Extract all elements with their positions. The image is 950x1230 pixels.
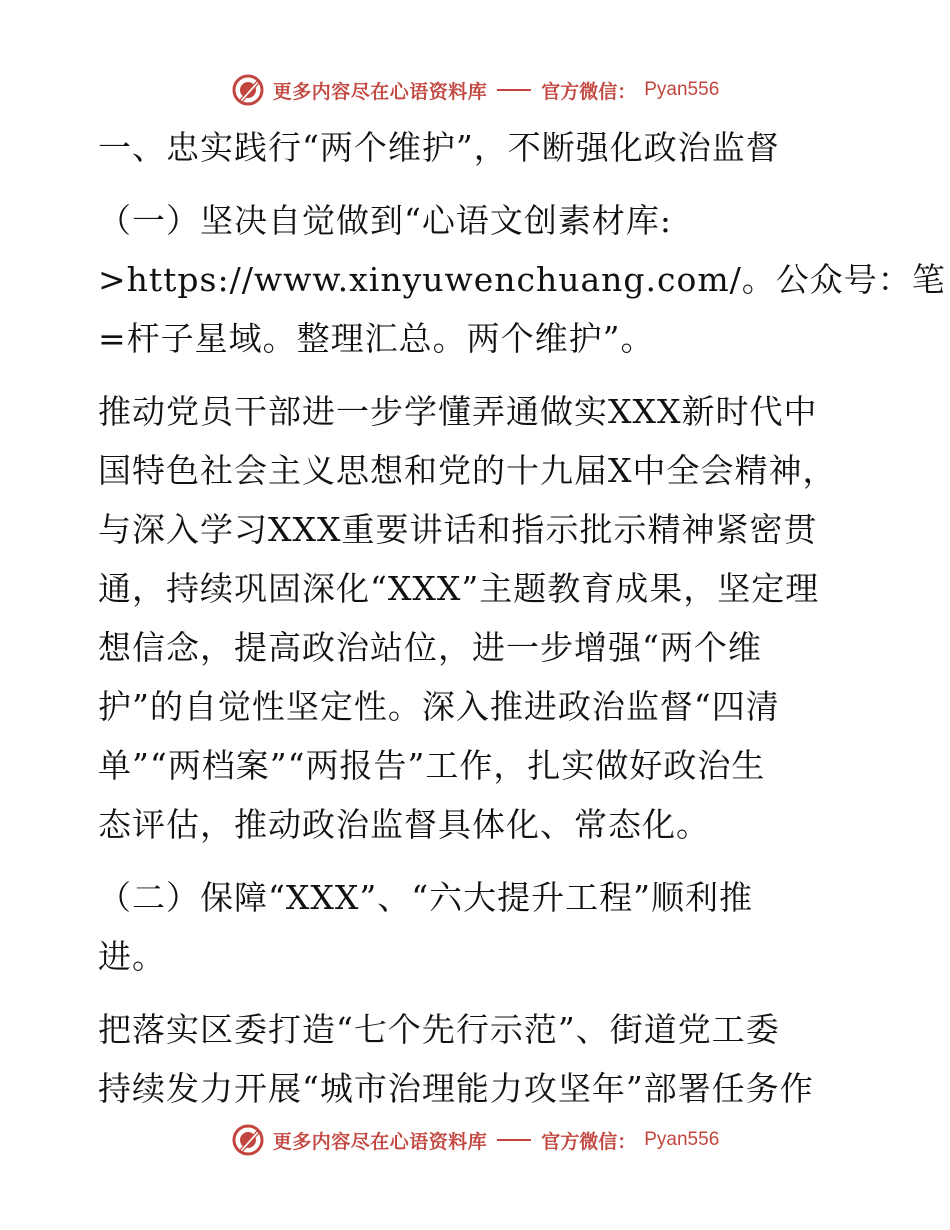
wechat-handle: Pyan556	[644, 1129, 720, 1150]
section-heading: 一、忠实践行“两个维护”，不断强化政治监督	[98, 128, 780, 167]
brand-logo-icon	[231, 1123, 265, 1157]
brand-text: 更多内容尽在心语资料库	[272, 80, 488, 103]
brand-text: 更多内容尽在心语资料库	[272, 1130, 488, 1153]
paragraph-line: 持续发力开展“城市治理能力攻坚年”部署任务作	[98, 1069, 814, 1108]
subsection-heading-line: 进。	[98, 937, 166, 976]
footer-watermark-banner	[0, 1120, 950, 1160]
paragraph-line: 单”“两档案”“两报告”工作，扎实做好政治生	[98, 746, 766, 785]
wechat-handle: Pyan556	[644, 79, 720, 100]
paragraph-line: 推动党员干部进一步学懂弄通做实XXX新时代中	[98, 392, 818, 431]
official-label: 官方微信：	[541, 1130, 637, 1153]
paragraph-line: 国特色社会主义思想和党的十九届X中全会精神，	[98, 451, 837, 490]
banner-dash	[497, 1139, 531, 1141]
official-label: 官方微信：	[541, 80, 637, 103]
document-body	[98, 118, 946, 1118]
paragraph-line: 与深入学习XXX重要讲话和指示批示精神紧密贯	[98, 510, 818, 549]
paragraph-line: 把落实区委打造“七个先行示范”、街道党工委	[98, 1010, 780, 1049]
subsection-heading-line: （二）保障“XXX”、“六大提升工程”顺利推	[98, 878, 753, 917]
paragraph-line: 护”的自觉性坚定性。深入推进政治监督“四清	[98, 687, 780, 726]
brand-logo-icon	[231, 73, 265, 107]
subsection-heading-line: >https://www.xinyuwenchuang.com/。公众号：笔	[98, 260, 946, 299]
subsection-heading-line: （一）坚决自觉做到“心语文创素材库:	[98, 201, 672, 240]
paragraph-line: 态评估，推动政治监督具体化、常态化。	[98, 805, 710, 844]
header-watermark-banner	[0, 70, 950, 110]
paragraph-line: 想信念，提高政治站位，进一步增强“两个维	[98, 628, 762, 667]
banner-dash	[497, 89, 531, 91]
paragraph-line: 通，持续巩固深化“XXX”主题教育成果，坚定理	[98, 569, 820, 608]
subsection-heading-line: =杆子星域。整理汇总。两个维护”。	[98, 319, 655, 358]
